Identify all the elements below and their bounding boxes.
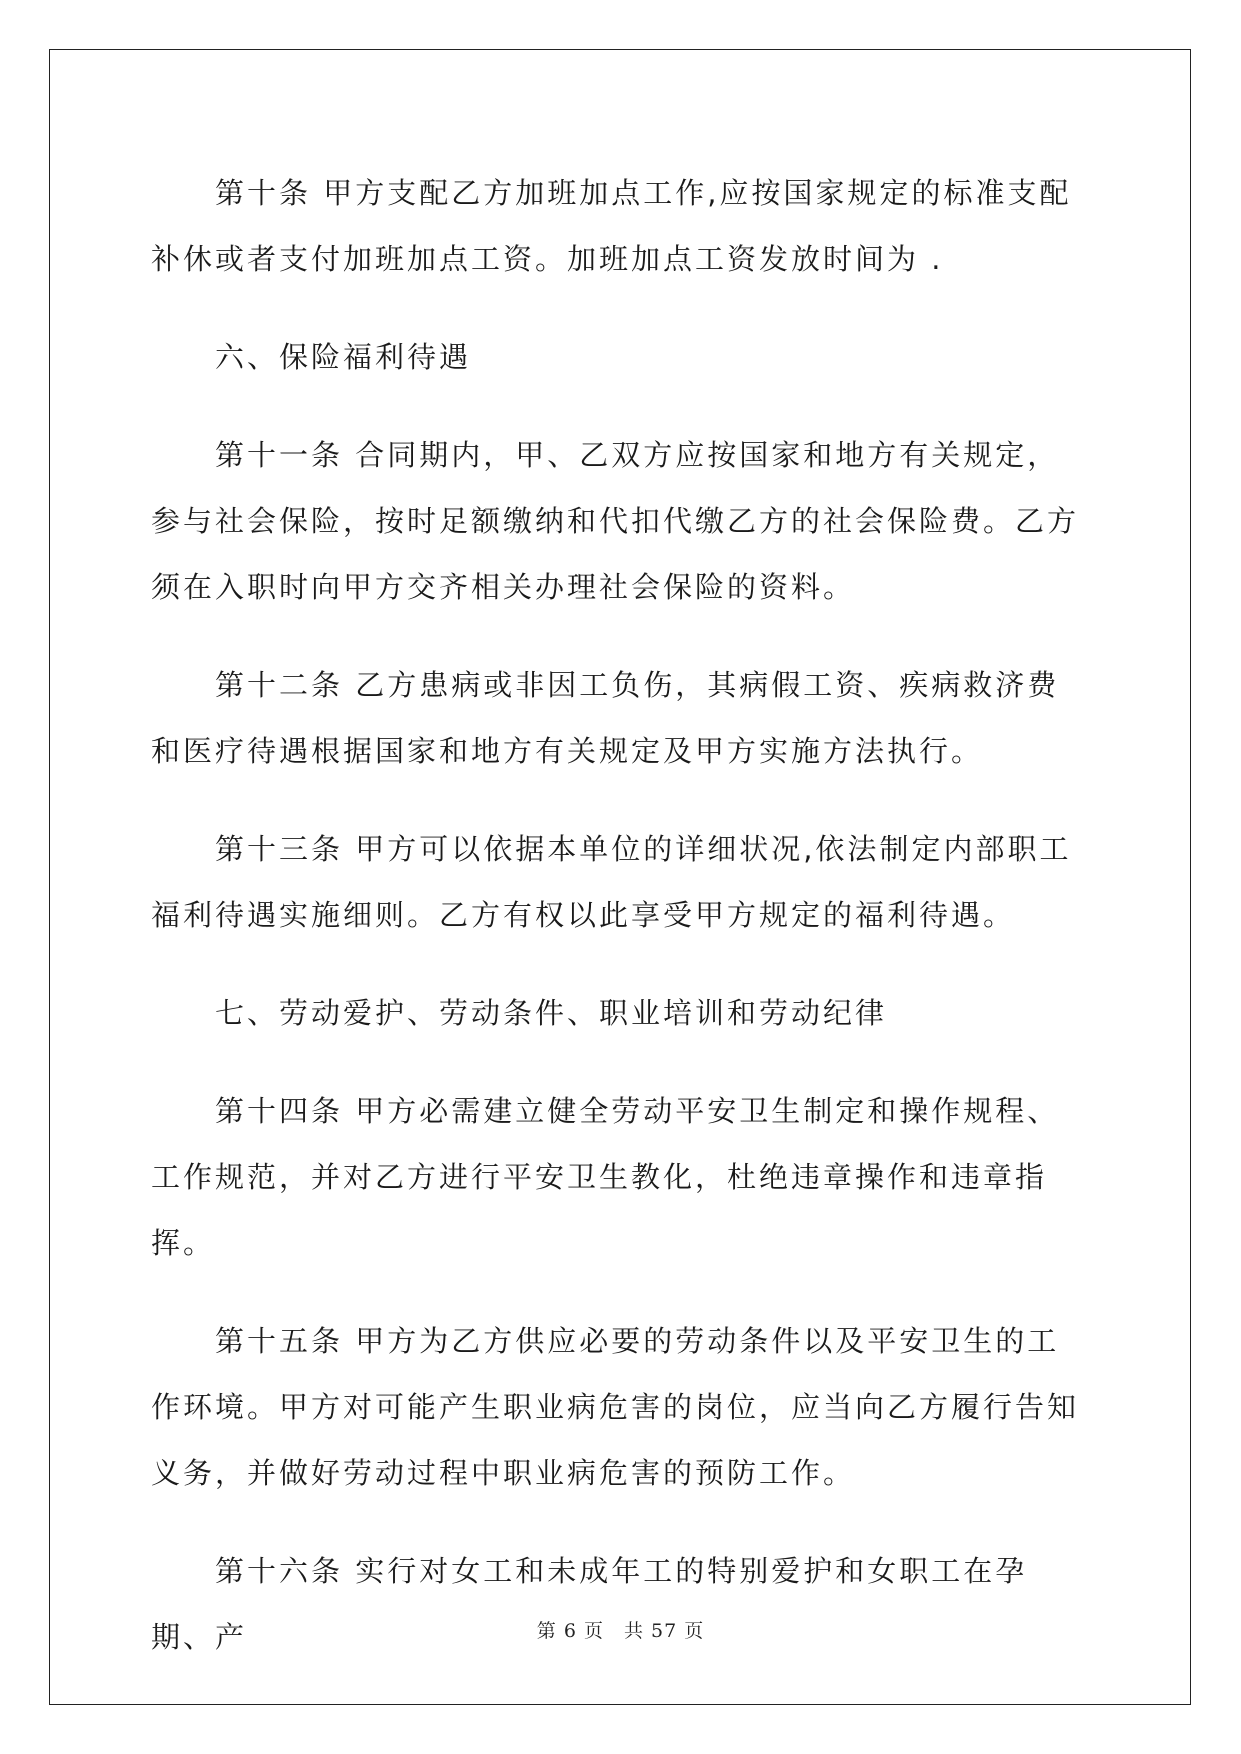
article-15-paragraph: 第十五条 甲方为乙方供应必要的劳动条件以及平安卫生的工作环境。甲方对可能产生职业病危害的岗位，应当向乙方履行告知义务，并做好劳动过程中职业病危害的预防工作。 xyxy=(151,1324,1080,1490)
section-6-heading: 六、保险福利待遇 xyxy=(215,340,472,374)
article-13-paragraph: 第十三条 甲方可以依据本单位的详细状况,依法制定内部职工福利待遇实施细则。乙方有权以此享受甲方规定的福利待遇。 xyxy=(151,832,1072,932)
article-14-paragraph: 第十四条 甲方必需建立健全劳动平安卫生制定和操作规程、工作规范，并对乙方进行平安卫生教化，杜绝违章操作和违章指挥。 xyxy=(151,1094,1060,1260)
article-11-paragraph: 第十一条 合同期内，甲、乙双方应按国家和地方有关规定，参与社会保险，按时足额缴纳和代扣代缴乙方的社会保险费。乙方须在入职时向甲方交齐相关办理社会保险的资料。 xyxy=(151,438,1080,604)
page-number-footer: 第 6 页 共 57 页 xyxy=(536,1620,705,1642)
article-10-paragraph: 第十条 甲方支配乙方加班加点工作,应按国家规定的标准支配补休或者支付加班加点工资。加班加点工资发放时间为 . xyxy=(151,176,1072,276)
article-12-paragraph: 第十二条 乙方患病或非因工负伤，其病假工资、疾病救济费和医疗待遇根据国家和地方有关规定及甲方实施方法执行。 xyxy=(151,668,1060,768)
article-16-paragraph: 第十六条 实行对女工和未成年工的特别爱护和女职工在孕期、产 xyxy=(151,1554,1028,1654)
document-body xyxy=(151,160,1091,1702)
section-7-heading: 七、劳动爱护、劳动条件、职业培训和劳动纪律 xyxy=(215,996,888,1030)
